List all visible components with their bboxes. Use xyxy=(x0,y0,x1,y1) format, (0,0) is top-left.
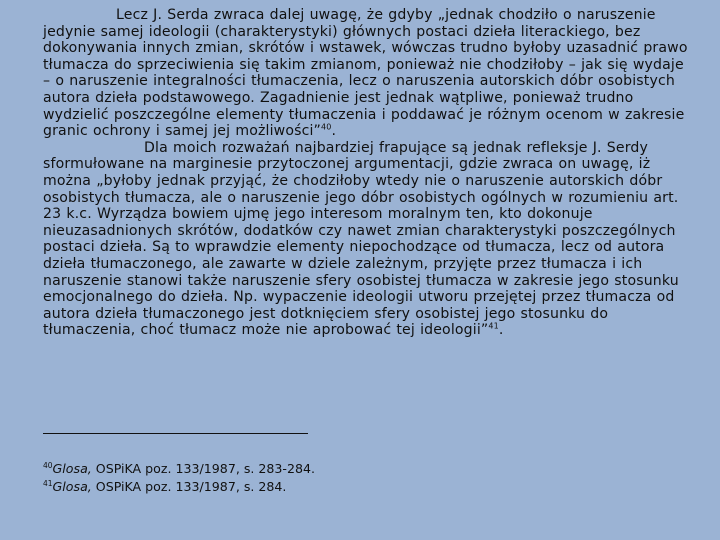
footnote-ref-40: 40 xyxy=(321,122,332,132)
footnote-source-title: Glosa, xyxy=(52,461,92,476)
footnote-40 xyxy=(43,460,683,478)
footnote-number: 40 xyxy=(43,460,53,470)
footnotes xyxy=(43,460,683,496)
paragraph-1-tail: . xyxy=(331,123,337,140)
footnote-source-title: Glosa, xyxy=(52,479,92,494)
paragraph-1-text: Lecz J. Serda zwraca dalej uwagę, że gdyby „jednak chodziło o naruszenie jedynie samej ideologii (charakterystyki) głównych postaci dzieła literackiego, bez dokonywania innych zmian, skrótów i wstawek, wówczas trudno byłoby uzasadnić prawo tłumacza do sprzeciwienia się takim zmianom, ponieważ nie chodziłoby – jak się wydaje – o naruszenie integralności tłumaczenia, lecz o naruszenia autorskich dóbr osobistych autora dzieła podstawowego. Zagadnienie jest jednak wątpliwe, ponieważ trudno wydzielić poszczególne elementy tłumaczenia i poddawać je różnym ocenom w zakresie granic ochrony i samej jej możliwości” xyxy=(43,7,688,140)
paragraph-2-text: Dla moich rozważań najbardziej frapujące są jednak refleksje J. Serdy sformułowane na marginesie przytoczonej argumentacji, gdzie zwraca on uwagę, iż można „byłoby jednak przyjąć, że chodziłoby wtedy nie o naruszenie autorskich dóbr osobistych tłumacza, ale o naruszenie jego dóbr osobistych ogólnych w rozumieniu art. 23 k.c. Wyrządza bowiem ujmę jego interesom moralnym ten, kto dokonuje nieuzasadnionych skrótów, dodatków czy nawet zmian charakterystyki poszczególnych postaci dzieła. Są to wprawdzie elementy niepochodzące od tłumacza, lecz od autora dzieła tłumaczonego, ale zawarte w dziele zależnym, przyjęte przez tłumacza i ich naruszenie stanowi także naruszenie sfery osobistej tłumacza w zakresie jego stosunku emocjonalnego do dzieła. Np. wypaczenie ideologii utworu przejętej przez tłumacza od autora dzieła tłumaczonego jest dotknięciem sfery osobistej jego stosunku do tłumaczenia, choć tłumacz może nie aprobować tej ideologii” xyxy=(43,139,679,339)
footnote-41 xyxy=(43,478,683,496)
footnote-separator xyxy=(43,433,308,434)
footnote-source-ref: OSPiKA poz. 133/1987, s. 284. xyxy=(91,479,287,494)
paragraph-1 xyxy=(43,7,691,140)
main-text xyxy=(43,7,691,339)
footnote-ref-41: 41 xyxy=(488,321,499,331)
paragraph-2-tail: . xyxy=(498,322,504,339)
paragraph-2 xyxy=(43,140,691,339)
footnote-source-ref: OSPiKA poz. 133/1987, s. 283-284. xyxy=(91,461,316,476)
footnote-number: 41 xyxy=(43,478,53,488)
